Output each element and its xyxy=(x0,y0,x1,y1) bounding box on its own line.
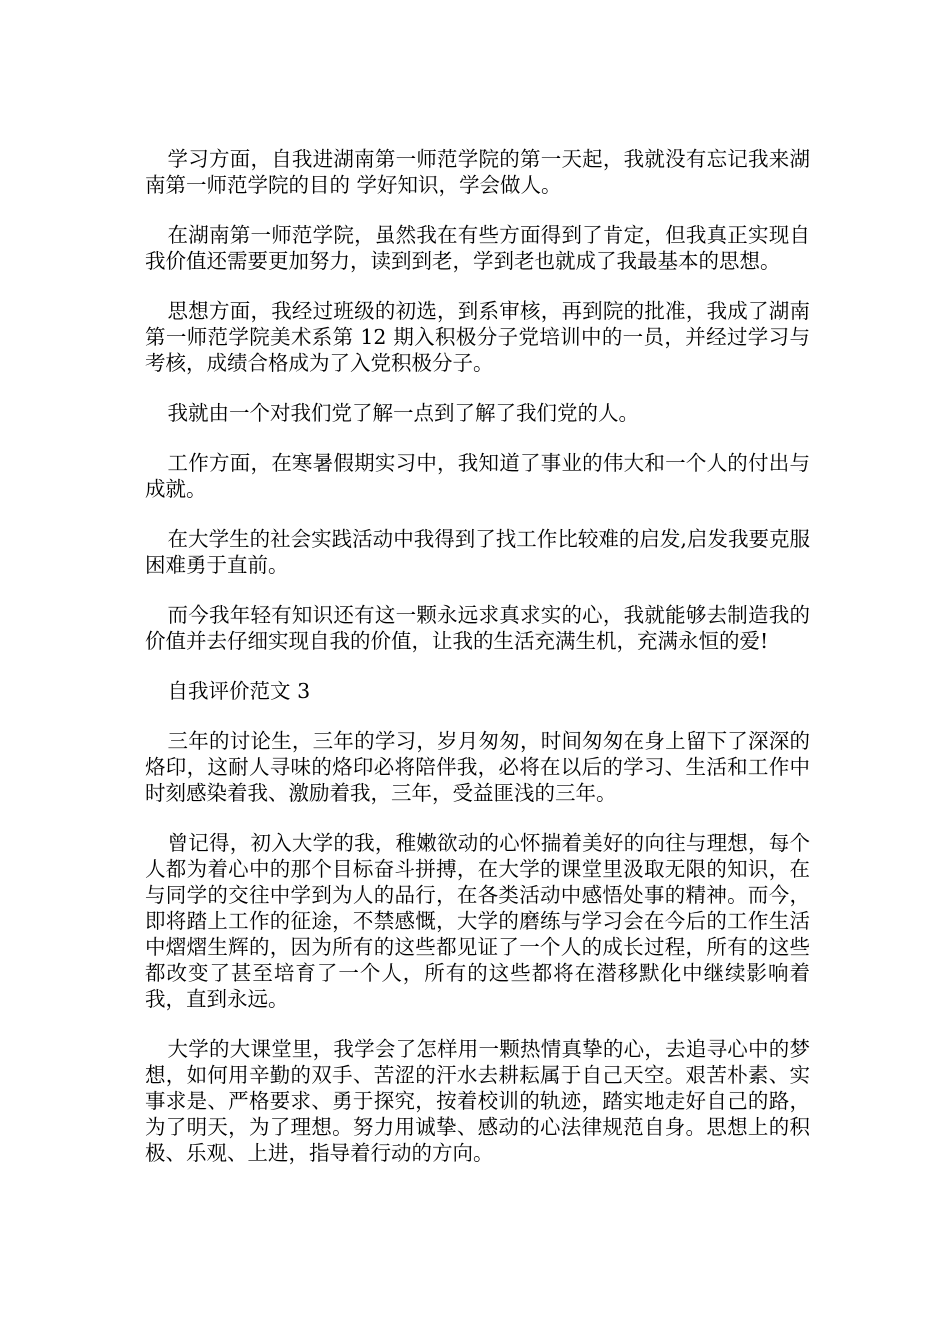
paragraph-self-value: 在湖南第一师范学院，虽然我在有些方面得到了肯定，但我真正实现自我价值还需要更加努力，读到到老，学到老也就成了我最基本的思想。 xyxy=(145,223,810,273)
paragraph-work: 工作方面，在寒暑假期实习中，我知道了事业的伟大和一个人的付出与成就。 xyxy=(145,451,810,501)
paragraph-practice: 在大学生的社会实践活动中我得到了找工作比较难的启发,启发我要克服困难勇于直前。 xyxy=(145,527,810,577)
paragraph-party: 我就由一个对我们党了解一点到了解了我们党的人。 xyxy=(167,401,640,425)
paragraph-study: 学习方面，自我进湖南第一师范学院的第一天起，我就没有忘记我来湖南第一师范学院的目的 学好知识，学会做人。 xyxy=(145,147,810,197)
paragraph-ideology: 思想方面，我经过班级的初选，到系审核，再到院的批准，我成了湖南第一师范学院美术系第 12 期入积极分子党培训中的一员，并经过学习与考核，成绩合格成为了入党积极分子。 xyxy=(145,299,810,375)
paragraph-three-years: 三年的讨论生，三年的学习，岁月匆匆，时间匆匆在身上留下了深深的烙印，这耐人寻味的烙印必将陪伴我，必将在以后的学习、生活和工作中时刻感染着我、激励着我，三年，受益匪浅的三年。 xyxy=(145,729,810,805)
paragraph-future: 而今我年轻有知识还有这一颗永远求真求实的心，我就能够去制造我的价值并去仔细实现自我的价值，让我的生活充满生机，充满永恒的爱! xyxy=(145,603,810,653)
document-page xyxy=(145,146,810,1190)
section-heading: 自我评价范文 3 xyxy=(167,679,311,703)
paragraph-memory: 曾记得，初入大学的我，稚嫩欲动的心怀揣着美好的向往与理想，每个人都为着心中的那个目标奋斗拼搏，在大学的课堂里汲取无限的知识，在与同学的交往中学到为人的品行，在各类活动中感悟处事的精神。而今，即将踏上工作的征途，不禁感慨，大学的磨练与学习会在今后的工作生活中熠熠生辉的，因为所有的这些都见证了一个人的成长过程，所有的这些都改变了甚至培育了一个人，所有的这些都将在潜移默化中继续影响着我，直到永远。 xyxy=(145,831,810,1011)
paragraph-classroom: 大学的大课堂里，我学会了怎样用一颗热情真挚的心，去追寻心中的梦想，如何用辛勤的双手、苦涩的汗水去耕耘属于自己天空。艰苦朴素、实事求是、严格要求、勇于探究，按着校训的轨迹，踏实地走好自己的路，为了明天，为了理想。努力用诚挚、感动的心法律规范自身。思想上的积极、乐观、上进，指导着行动的方向。 xyxy=(145,1037,810,1165)
